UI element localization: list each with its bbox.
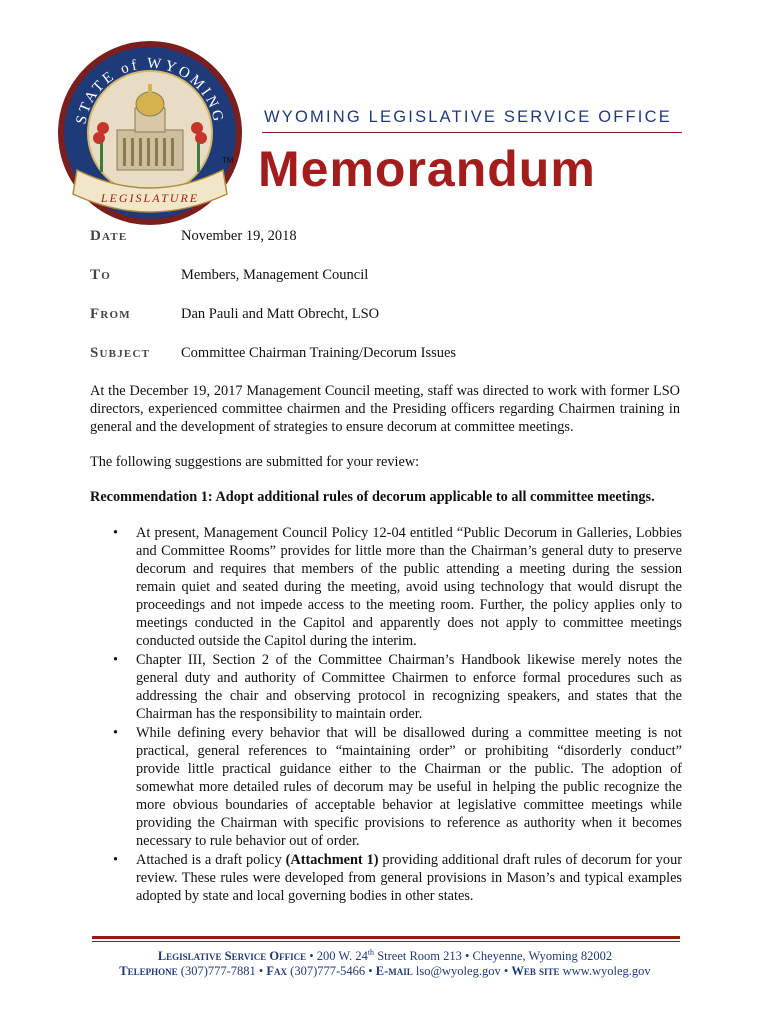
footer-tel: (307)777-7881 • <box>177 964 267 978</box>
bullet-icon: • <box>113 725 119 741</box>
memo-label-from: From <box>90 306 131 322</box>
memo-label-date: Date <box>90 228 128 244</box>
footer-fax: (307)777-5466 • <box>287 964 376 978</box>
bullet-icon: • <box>113 525 119 541</box>
recommendation-heading: Recommendation 1: Adopt additional rules of decorum applicable to all committee meetings. <box>90 489 655 505</box>
seal-top-text: STATE of WYOMING <box>73 55 227 126</box>
memo-value-date: November 19, 2018 <box>181 228 297 244</box>
seal-bottom-text: LEGISLATURE <box>100 191 200 205</box>
wyoming-legislature-seal <box>55 38 245 228</box>
memo-value-subject: Committee Chairman Training/Decorum Issues <box>181 345 457 361</box>
recommendation-bullets <box>90 524 682 905</box>
list-item <box>90 851 682 905</box>
intro-paragraph: At the December 19, 2017 Management Council meeting, staff was directed to work with former LSO directors, experienced committee chairmen and the Presiding officers regarding Chairmen training in general and the development of strategies to ensure decorum at committee meetings. <box>90 383 680 435</box>
office-name: WYOMING LEGISLATIVE SERVICE OFFICE <box>264 108 672 126</box>
bullet-text-pre: Attached is a draft policy <box>136 852 286 868</box>
office-underline <box>262 132 682 133</box>
lead-paragraph: The following suggestions are submitted for your review: <box>90 454 420 470</box>
page-title: Memorandum <box>258 141 596 197</box>
footer-website-link[interactable]: www.wyoleg.gov <box>559 964 651 978</box>
attachment-reference: (Attachment 1) <box>285 852 379 868</box>
memo-value-to: Members, Management Council <box>181 267 369 283</box>
bullet-text: While defining every behavior that will be disallowed during a committee meeting is not practical, general references to “maintaining order” or prohibiting “disorderly conduct” provide little practical guidance either to the Chairman or the public. The adoption of somewhat more detailed rules of decorum may be useful in helping the public recognize the more obvious boundaries of acceptable behavior at legislative committee meetings while providing the Chairman with specific provisions to reference as authority when it becomes necessary to rule behavior out of order. <box>136 725 682 849</box>
memo-value-from: Dan Pauli and Matt Obrecht, LSO <box>181 306 380 322</box>
footer-tel-label: Telephone <box>119 964 178 978</box>
list-item <box>90 651 682 723</box>
bullet-text: Chapter III, Section 2 of the Committee Chairman’s Handbook likewise merely notes the general duty and authority of Committee Chairmen to enforce formal procedures such as addressing the chair and observing protocol in recognizing speakers, and states that the Chairman has the responsibility to maintain order. <box>136 652 682 722</box>
trademark-mark: TM <box>222 156 234 165</box>
footer-rule-thin <box>92 941 680 942</box>
footer-fax-label: Fax <box>266 964 288 978</box>
memo-label-subject: Subject <box>90 345 151 361</box>
footer-address-text: • 200 W. 24 <box>306 949 368 964</box>
footer-email-link[interactable]: lso@wyoleg.gov • <box>412 964 512 978</box>
list-item <box>90 524 682 650</box>
footer-address-text-2: Street Room 213 • Cheyenne, Wyoming 82002 <box>374 949 613 964</box>
footer-office-label: Legislative Service Office <box>157 949 307 964</box>
footer-rule-thick <box>92 936 680 939</box>
footer-address-sup: th <box>367 948 375 957</box>
bullet-icon: • <box>113 852 119 868</box>
memo-label-to: To <box>90 267 111 283</box>
bullet-text-post: providing additional draft rules of decorum for your review. These rules were developed from general provisions in Mason’s and typical examples adopted by state and local governing bodies in other states. <box>136 852 682 904</box>
footer-address <box>0 948 770 964</box>
list-item <box>90 724 682 850</box>
footer-contact <box>0 964 770 979</box>
bullet-text: At present, Management Council Policy 12-04 entitled “Public Decorum in Galleries, Lobbies and Committee Rooms” provides for little more than the Chairman’s general duty to preserve decorum and requires that members of the public attending a meeting during the session remain quiet and seated during the meeting, avoid using technology that would disrupt the proceedings and not impede access to the meeting room. Further, the policy applies only to meetings conducted in the Capitol and apparently does not apply to committee meetings conducted outside the Capitol during the interim. <box>136 525 682 649</box>
footer-email-label: E-mail <box>375 964 413 978</box>
bullet-icon: • <box>113 652 119 668</box>
footer-web-label: Web site <box>511 964 560 978</box>
